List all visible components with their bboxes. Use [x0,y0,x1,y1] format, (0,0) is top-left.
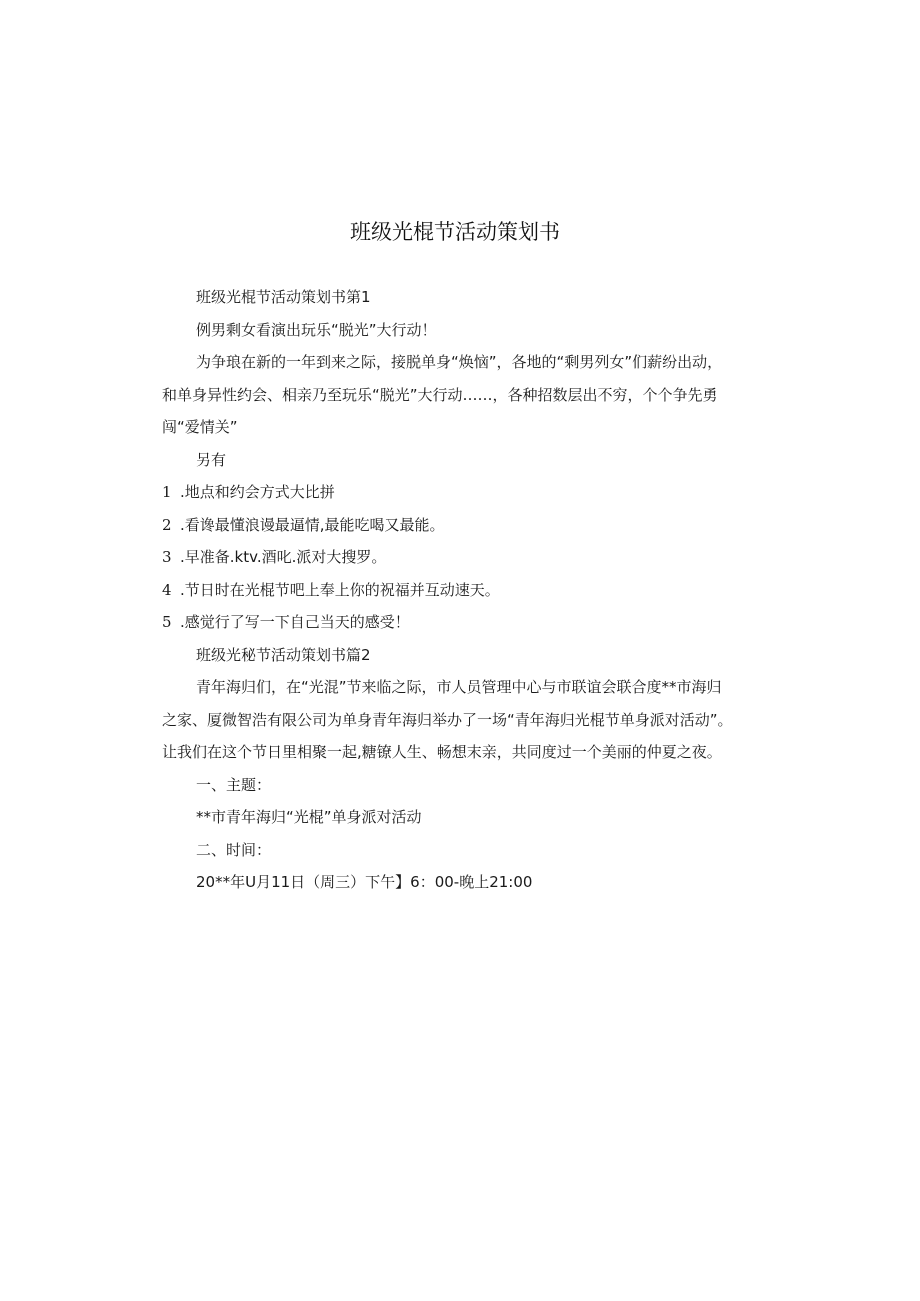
document-title: 班级光棍节活动策划书 [350,220,560,244]
section1-paragraph-line: 为争琅在新的一年到来之际，接脱单身“焕恼”，各地的“剩男列女”们薪纷出动， [196,353,723,371]
section2-paragraph-line: 让我们在这个节日里相聚一起,糖镣人生、畅想末亲，共同度过一个美丽的仲夏之夜。 [162,743,722,761]
theme-label: 一、主题： [196,775,272,794]
section1-also: 另有 [196,450,227,469]
section1-tagline: 例男剩女看演出玩乐“脱光”大行动！ [196,320,437,339]
list-item-number: 3 [162,548,172,566]
list-item [162,509,762,542]
list-item [162,541,762,574]
section1-paragraph-line: 和单身异性约会、相亲乃至玩乐“脱光”大行动……，各种招数层出不穷，个个争先勇 [162,385,718,404]
list-item-text: .早准备.ktv.酒叱.派对大搜罗。 [180,548,387,566]
time-label: 二、时间： [196,840,272,859]
list-item [162,606,762,639]
document-body [162,281,762,899]
list-item-text: .地点和约会方式大比拼 [180,483,335,501]
section1-heading: 班级光棍节活动策划书第1 [196,288,371,306]
section2-paragraph-line: 青年海归们，在“光混”节来临之际，市人员管理中心与市联谊会联合度**市海归 [196,678,722,696]
theme-value: **市青年海归“光棍”单身派对活动 [196,808,422,826]
section2-heading: 班级光秘节活动策划书篇2 [196,645,371,664]
list-item [162,476,762,509]
time-value: 20**年U月11日（周三）下午】6：00-晚上21:00 [196,873,533,891]
list-item-number: 1 [162,483,172,501]
list-item-number: 2 [162,515,172,534]
list-item-text: .感觉行了写一下自己当天的感受！ [180,613,410,631]
list-item-number: 4 [162,580,172,599]
section1-paragraph-line: 闯“爱情关” [162,418,238,436]
list-item-number: 5 [162,613,172,631]
list-item-text: .看谗最懂浪谩最逼情,最能吃喝又最能。 [180,515,445,534]
list-item-text: .节日时在光棍节吧上奉上你的祝福并互动速天。 [180,580,500,599]
section2-paragraph-line: 之家、厦微智浩有限公司为单身青年海归举办了一场“青年海归光棍节单身派对活动”。 [162,710,733,729]
list-item [162,574,762,607]
